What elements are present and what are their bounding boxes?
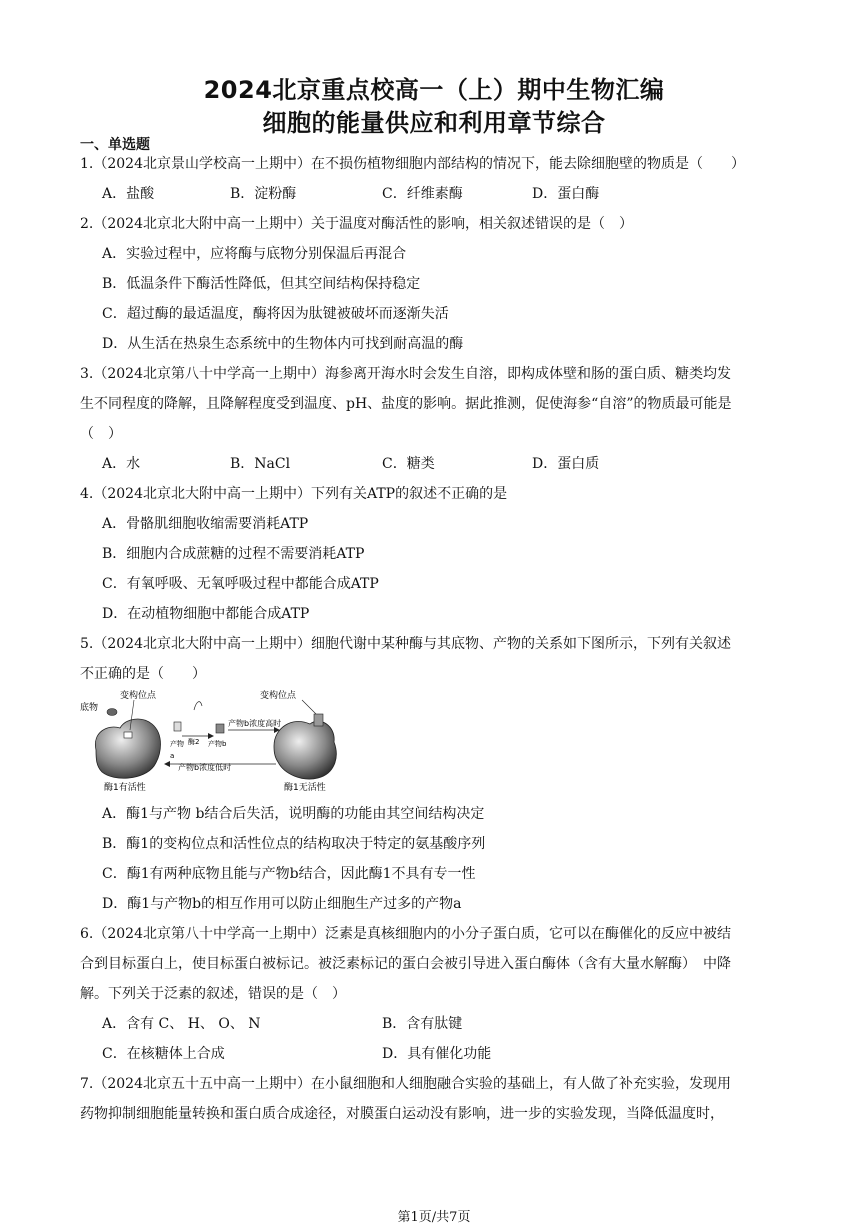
enzyme-2-label: 酶2 <box>188 738 200 746</box>
allosteric-site-right <box>314 714 323 726</box>
question-3-option-a: A．水 <box>102 456 141 472</box>
question-6-option-c: C．在核糖体上合成 <box>102 1046 225 1062</box>
product-a-letter: a <box>170 752 175 760</box>
question-5-option-a: A．酶1与产物 b结合后失活，说明酶的功能由其空间结构决定 <box>102 806 485 822</box>
question-1-option-d: D．蛋白酶 <box>532 186 600 202</box>
enzyme-regulation-figure <box>78 688 378 792</box>
allosteric-site-label-right: 变构位点 <box>260 691 297 701</box>
question-3-stem-line2: 生不同程度的降解，且降解程度受到温度、pH、盐度的影响。据此推测，促使海参“自溶”的物质最可能是 <box>80 396 732 412</box>
question-3-stem-line1: 3.（2024北京第八十中学高一上期中）海参离开海水时会发生自溶，即构成体壁和肠的蛋白质、糖类均发 <box>80 366 731 382</box>
question-4-option-b: B．细胞内合成蔗糖的过程不需要消耗ATP <box>102 546 365 562</box>
question-5-option-b: B．酶1的变构位点和活性位点的结构取决于特定的氨基酸序列 <box>102 836 486 852</box>
question-6-option-a: A．含有 C、 H、 O、 N <box>102 1016 261 1032</box>
question-5-option-c: C．酶1有两种底物且能与产物b结合，因此酶1不具有专一性 <box>102 866 476 882</box>
question-2-stem: 2.（2024北京北大附中高一上期中）关于温度对酶活性的影响，相关叙述错误的是（ ） <box>80 216 633 232</box>
document-title: 2024北京重点校高一（上）期中生物汇编 <box>203 76 665 104</box>
question-3-option-b: B．NaCl <box>230 456 291 472</box>
question-1-option-b: B．淀粉酶 <box>230 186 297 202</box>
substrate-shape <box>107 709 117 716</box>
question-4-stem: 4.（2024北京北大附中高一上期中）下列有关ATP的叙述不正确的是 <box>80 486 508 502</box>
product-a-label: 产物 <box>170 740 184 748</box>
enzyme-1-active-shape <box>95 719 160 778</box>
substrate-label: 底物 <box>80 703 99 713</box>
question-7-stem-line2: 药物抑制细胞能量转换和蛋白质合成途径，对膜蛋白运动没有影响，进一步的实验发现，当降低温度时， <box>80 1106 724 1122</box>
question-6-option-d: D．具有催化功能 <box>382 1046 492 1062</box>
question-4-option-a: A．骨骼肌细胞收缩需要消耗ATP <box>102 516 309 532</box>
question-4-option-d: D．在动植物细胞中都能合成ATP <box>102 606 310 622</box>
allosteric-site-left <box>124 732 132 738</box>
question-2-option-b: B．低温条件下酶活性降低，但其空间结构保持稳定 <box>102 276 421 292</box>
low-concentration-label: 产物b浓度低时 <box>178 763 232 772</box>
question-2-option-d: D．从生活在热泉生态系统中的生物体内可找到耐高温的酶 <box>102 336 464 352</box>
question-3-option-c: C．糖类 <box>382 456 435 472</box>
question-6-stem-line3: 解。下列关于泛素的叙述，错误的是（ ） <box>80 986 346 1002</box>
allosteric-site-label-left: 变构位点 <box>120 691 157 701</box>
enzyme-1-inactive-shape <box>274 721 336 779</box>
enzyme-active-label: 酶1有活性 <box>104 783 146 792</box>
enzyme-inactive-label: 酶1无活性 <box>284 783 326 792</box>
question-1-stem: 1.（2024北京景山学校高一上期中）在不损伤植物细胞内部结构的情况下，能去除细胞壁的物质是（ ） <box>80 156 745 172</box>
question-6-option-b: B．含有肽键 <box>382 1016 463 1032</box>
page-footer: 第1页/共7页 <box>397 1210 471 1225</box>
question-3-stem-line3: （ ） <box>80 426 122 442</box>
question-6-stem-line2: 合到目标蛋白上，使目标蛋白被标记。被泛素标记的蛋白会被引导进入蛋白酶体（含有大量水解酶） 中降 <box>80 956 731 972</box>
question-1-option-a: A．盐酸 <box>102 186 155 202</box>
document-subtitle: 细胞的能量供应和利用章节综合 <box>262 109 606 137</box>
product-b-label: 产物b <box>208 740 227 748</box>
question-2-option-c: C．超过酶的最适温度，酶将因为肽键被破坏而逐渐失活 <box>102 306 449 322</box>
high-concentration-label: 产物b浓度高时 <box>228 719 282 728</box>
question-1-option-c: C．纤维素酶 <box>382 186 463 202</box>
question-5-stem-line2: 不正确的是（ ） <box>80 666 206 682</box>
question-5-stem-line1: 5.（2024北京北大附中高一上期中）细胞代谢中某种酶与其底物、产物的关系如下图所示，下列有关叙述 <box>80 636 731 652</box>
question-3-option-d: D．蛋白质 <box>532 456 600 472</box>
question-6-stem-line1: 6.（2024北京第八十中学高一上期中）泛素是真核细胞内的小分子蛋白质，它可以在酶催化的反应中被结 <box>80 926 731 942</box>
question-2-option-a: A．实验过程中，应将酶与底物分别保温后再混合 <box>102 246 407 262</box>
question-7-stem-line1: 7.（2024北京五十五中高一上期中）在小鼠细胞和人细胞融合实验的基础上，有人做了补充实验，发现用 <box>80 1076 731 1092</box>
section-heading: 一、单选题 <box>80 137 150 153</box>
question-5-option-d: D．酶1与产物b的相互作用可以防止细胞生产过多的产物a <box>102 896 462 912</box>
question-4-option-c: C．有氧呼吸、无氧呼吸过程中都能合成ATP <box>102 576 379 592</box>
